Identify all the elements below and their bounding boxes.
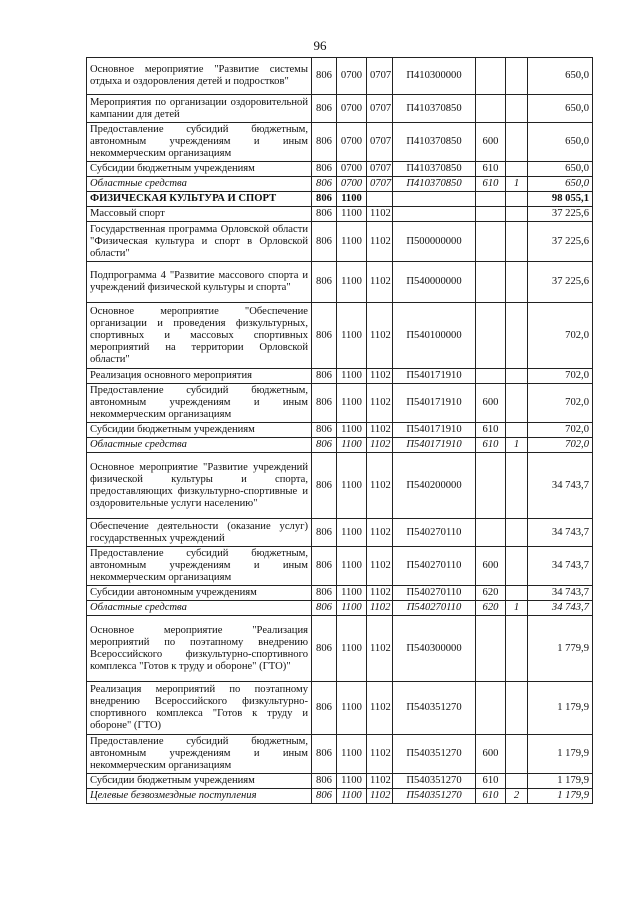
expense-type-code (476, 207, 506, 222)
subsection-code: 1102 (367, 303, 393, 369)
ved-code: 806 (312, 162, 337, 177)
funding-source-code (506, 586, 528, 601)
funding-source-code (506, 95, 528, 123)
target-article-code: П540300000 (393, 616, 476, 682)
funding-source-code: 2 (506, 789, 528, 804)
subsection-code: 1102 (367, 586, 393, 601)
row-name: Субсидии бюджетным учреждениям (87, 423, 312, 438)
expense-type-code: 610 (476, 162, 506, 177)
section-code: 0700 (337, 162, 367, 177)
ved-code: 806 (312, 192, 337, 207)
subsection-code: 1102 (367, 369, 393, 384)
table-row (87, 192, 593, 207)
section-code: 0700 (337, 58, 367, 95)
target-article-code: П500000000 (393, 222, 476, 262)
amount: 650,0 (528, 95, 593, 123)
section-code: 1100 (337, 586, 367, 601)
subsection-code: 0707 (367, 162, 393, 177)
target-article-code: П540000000 (393, 262, 476, 303)
amount: 650,0 (528, 177, 593, 192)
ved-code: 806 (312, 303, 337, 369)
expense-type-code: 620 (476, 601, 506, 616)
subsection-code: 1102 (367, 789, 393, 804)
ved-code: 806 (312, 519, 337, 547)
target-article-code: П540200000 (393, 453, 476, 519)
target-article-code: П540270110 (393, 586, 476, 601)
table-row (87, 789, 593, 804)
funding-source-code (506, 262, 528, 303)
table-row (87, 262, 593, 303)
funding-source-code: 1 (506, 601, 528, 616)
row-name: Реализация мероприятий по поэтапному внедрению Всероссийского физкультурно-спортивного комплекса "Готов к труду и обороне" (ГТО) (87, 682, 312, 735)
subsection-code: 1102 (367, 222, 393, 262)
table-row (87, 384, 593, 423)
section-code: 1100 (337, 601, 367, 616)
subsection-code: 0707 (367, 123, 393, 162)
table-row (87, 222, 593, 262)
funding-source-code: 1 (506, 177, 528, 192)
section-code: 1100 (337, 438, 367, 453)
target-article-code: П540351270 (393, 789, 476, 804)
target-article-code: П540270110 (393, 601, 476, 616)
table-row (87, 207, 593, 222)
table-row (87, 438, 593, 453)
amount: 702,0 (528, 384, 593, 423)
target-article-code: П540171910 (393, 369, 476, 384)
funding-source-code (506, 735, 528, 774)
expense-type-code: 600 (476, 123, 506, 162)
expense-type-code: 620 (476, 586, 506, 601)
section-code: 1100 (337, 682, 367, 735)
ved-code: 806 (312, 453, 337, 519)
table-row (87, 774, 593, 789)
row-name: Предоставление субсидий бюджетным, автономным учреждениям и иным некоммерческим организациям (87, 384, 312, 423)
table-row (87, 547, 593, 586)
amount: 1 179,9 (528, 682, 593, 735)
target-article-code: П540351270 (393, 735, 476, 774)
ved-code: 806 (312, 423, 337, 438)
subsection-code: 1102 (367, 682, 393, 735)
funding-source-code (506, 519, 528, 547)
subsection-code: 0707 (367, 177, 393, 192)
expense-type-code (476, 95, 506, 123)
amount: 650,0 (528, 123, 593, 162)
table-row (87, 123, 593, 162)
section-code: 1100 (337, 616, 367, 682)
target-article-code: П540171910 (393, 384, 476, 423)
row-name: Основное мероприятие "Реализация мероприятий по поэтапному внедрению Всероссийского физкультурно-спортивного комплекса "Готов к труду и обороне" (ГТО)" (87, 616, 312, 682)
amount: 37 225,6 (528, 222, 593, 262)
subsection-code: 1102 (367, 207, 393, 222)
funding-source-code (506, 369, 528, 384)
expense-type-code (476, 262, 506, 303)
table-body (87, 58, 593, 804)
table-row (87, 682, 593, 735)
amount: 650,0 (528, 162, 593, 177)
budget-table (86, 57, 593, 804)
funding-source-code (506, 222, 528, 262)
row-name: Областные средства (87, 601, 312, 616)
section-code: 1100 (337, 547, 367, 586)
expense-type-code: 610 (476, 774, 506, 789)
row-name: Мероприятия по организации оздоровительной кампании для детей (87, 95, 312, 123)
table-row (87, 601, 593, 616)
section-code: 1100 (337, 369, 367, 384)
funding-source-code (506, 384, 528, 423)
ved-code: 806 (312, 262, 337, 303)
row-name: Субсидии бюджетным учреждениям (87, 774, 312, 789)
section-code: 0700 (337, 177, 367, 192)
section-code: 1100 (337, 423, 367, 438)
target-article-code: П410300000 (393, 58, 476, 95)
row-name: Основное мероприятие "Развитие учреждений физической культуры и спорта, предоставляющих физкультурно-спортивные и оздоровительные услуги населению" (87, 453, 312, 519)
subsection-code: 1102 (367, 601, 393, 616)
funding-source-code (506, 192, 528, 207)
ved-code: 806 (312, 616, 337, 682)
target-article-code: П410370850 (393, 177, 476, 192)
funding-source-code (506, 58, 528, 95)
ved-code: 806 (312, 601, 337, 616)
expense-type-code: 610 (476, 789, 506, 804)
row-name: Областные средства (87, 438, 312, 453)
row-name: Массовый спорт (87, 207, 312, 222)
row-name: Целевые безвозмездные поступления (87, 789, 312, 804)
ved-code: 806 (312, 789, 337, 804)
amount: 37 225,6 (528, 262, 593, 303)
table-row (87, 519, 593, 547)
row-name: ФИЗИЧЕСКАЯ КУЛЬТУРА И СПОРТ (87, 192, 312, 207)
amount: 1 179,9 (528, 789, 593, 804)
subsection-code: 0707 (367, 58, 393, 95)
amount: 34 743,7 (528, 453, 593, 519)
row-name: Предоставление субсидий бюджетным, автономным учреждениям и иным некоммерческим организациям (87, 123, 312, 162)
expense-type-code: 610 (476, 438, 506, 453)
amount: 702,0 (528, 423, 593, 438)
ved-code: 806 (312, 222, 337, 262)
section-code: 1100 (337, 207, 367, 222)
row-name: Субсидии автономным учреждениям (87, 586, 312, 601)
ved-code: 806 (312, 735, 337, 774)
subsection-code: 1102 (367, 519, 393, 547)
expense-type-code (476, 303, 506, 369)
expense-type-code: 600 (476, 384, 506, 423)
amount: 34 743,7 (528, 601, 593, 616)
ved-code: 806 (312, 123, 337, 162)
subsection-code: 1102 (367, 438, 393, 453)
subsection-code: 1102 (367, 616, 393, 682)
section-code: 1100 (337, 262, 367, 303)
expense-type-code (476, 222, 506, 262)
row-name: Основное мероприятие "Развитие системы отдыха и оздоровления детей и подростков" (87, 58, 312, 95)
amount: 98 055,1 (528, 192, 593, 207)
ved-code: 806 (312, 369, 337, 384)
row-name: Реализация основного мероприятия (87, 369, 312, 384)
page-number: 96 (313, 38, 327, 53)
amount: 37 225,6 (528, 207, 593, 222)
amount: 1 179,9 (528, 774, 593, 789)
amount: 34 743,7 (528, 586, 593, 601)
amount: 702,0 (528, 303, 593, 369)
ved-code: 806 (312, 95, 337, 123)
expense-type-code (476, 616, 506, 682)
amount: 34 743,7 (528, 519, 593, 547)
target-article-code: П540351270 (393, 682, 476, 735)
target-article-code: П540270110 (393, 547, 476, 586)
funding-source-code (506, 547, 528, 586)
section-code: 1100 (337, 453, 367, 519)
section-code: 0700 (337, 95, 367, 123)
table-row (87, 735, 593, 774)
funding-source-code (506, 207, 528, 222)
table-row (87, 303, 593, 369)
table-row (87, 369, 593, 384)
section-code: 1100 (337, 384, 367, 423)
table-row (87, 58, 593, 95)
subsection-code: 1102 (367, 262, 393, 303)
target-article-code: П540100000 (393, 303, 476, 369)
row-name: Подпрограмма 4 "Развитие массового спорта и учреждений физической культуры и спорта" (87, 262, 312, 303)
section-code: 1100 (337, 789, 367, 804)
expense-type-code: 600 (476, 547, 506, 586)
ved-code: 806 (312, 438, 337, 453)
funding-source-code (506, 162, 528, 177)
target-article-code: П410370850 (393, 95, 476, 123)
row-name: Предоставление субсидий бюджетным, автономным учреждениям и иным некоммерческим организациям (87, 735, 312, 774)
section-code: 1100 (337, 192, 367, 207)
expense-type-code (476, 453, 506, 519)
amount: 650,0 (528, 58, 593, 95)
ved-code: 806 (312, 547, 337, 586)
table-row (87, 95, 593, 123)
section-code: 1100 (337, 519, 367, 547)
subsection-code: 1102 (367, 547, 393, 586)
row-name: Субсидии бюджетным учреждениям (87, 162, 312, 177)
ved-code: 806 (312, 586, 337, 601)
target-article-code: П540171910 (393, 438, 476, 453)
ved-code: 806 (312, 384, 337, 423)
funding-source-code (506, 303, 528, 369)
ved-code: 806 (312, 58, 337, 95)
expense-type-code (476, 369, 506, 384)
table-row (87, 453, 593, 519)
expense-type-code: 610 (476, 423, 506, 438)
subsection-code (367, 192, 393, 207)
ved-code: 806 (312, 177, 337, 192)
row-name: Областные средства (87, 177, 312, 192)
funding-source-code (506, 423, 528, 438)
row-name: Обеспечение деятельности (оказание услуг) государственных учреждений (87, 519, 312, 547)
target-article-code: П540351270 (393, 774, 476, 789)
ved-code: 806 (312, 682, 337, 735)
table-row (87, 586, 593, 601)
funding-source-code (506, 453, 528, 519)
expense-type-code: 610 (476, 177, 506, 192)
target-article-code: П540270110 (393, 519, 476, 547)
funding-source-code (506, 682, 528, 735)
subsection-code: 0707 (367, 95, 393, 123)
target-article-code (393, 207, 476, 222)
row-name: Государственная программа Орловской области "Физическая культура и спорт в Орловской области" (87, 222, 312, 262)
amount: 34 743,7 (528, 547, 593, 586)
funding-source-code (506, 123, 528, 162)
expense-type-code (476, 192, 506, 207)
target-article-code (393, 192, 476, 207)
target-article-code: П540171910 (393, 423, 476, 438)
amount: 702,0 (528, 369, 593, 384)
subsection-code: 1102 (367, 774, 393, 789)
ved-code: 806 (312, 207, 337, 222)
ved-code: 806 (312, 774, 337, 789)
section-code: 1100 (337, 735, 367, 774)
expense-type-code: 600 (476, 735, 506, 774)
amount: 1 779,9 (528, 616, 593, 682)
target-article-code: П410370850 (393, 162, 476, 177)
section-code: 1100 (337, 222, 367, 262)
row-name: Основное мероприятие "Обеспечение организации и проведения физкультурных, спортивных и массовых спортивных мероприятий на территории Орловской области" (87, 303, 312, 369)
subsection-code: 1102 (367, 423, 393, 438)
row-name: Предоставление субсидий бюджетным, автономным учреждениям и иным некоммерческим организациям (87, 547, 312, 586)
subsection-code: 1102 (367, 384, 393, 423)
target-article-code: П410370850 (393, 123, 476, 162)
funding-source-code (506, 616, 528, 682)
section-code: 1100 (337, 774, 367, 789)
subsection-code: 1102 (367, 735, 393, 774)
table-row (87, 177, 593, 192)
expense-type-code (476, 519, 506, 547)
section-code: 0700 (337, 123, 367, 162)
table-row (87, 616, 593, 682)
funding-source-code: 1 (506, 438, 528, 453)
section-code: 1100 (337, 303, 367, 369)
amount: 1 179,9 (528, 735, 593, 774)
expense-type-code (476, 682, 506, 735)
subsection-code: 1102 (367, 453, 393, 519)
table-row (87, 423, 593, 438)
expense-type-code (476, 58, 506, 95)
table-row (87, 162, 593, 177)
funding-source-code (506, 774, 528, 789)
amount: 702,0 (528, 438, 593, 453)
